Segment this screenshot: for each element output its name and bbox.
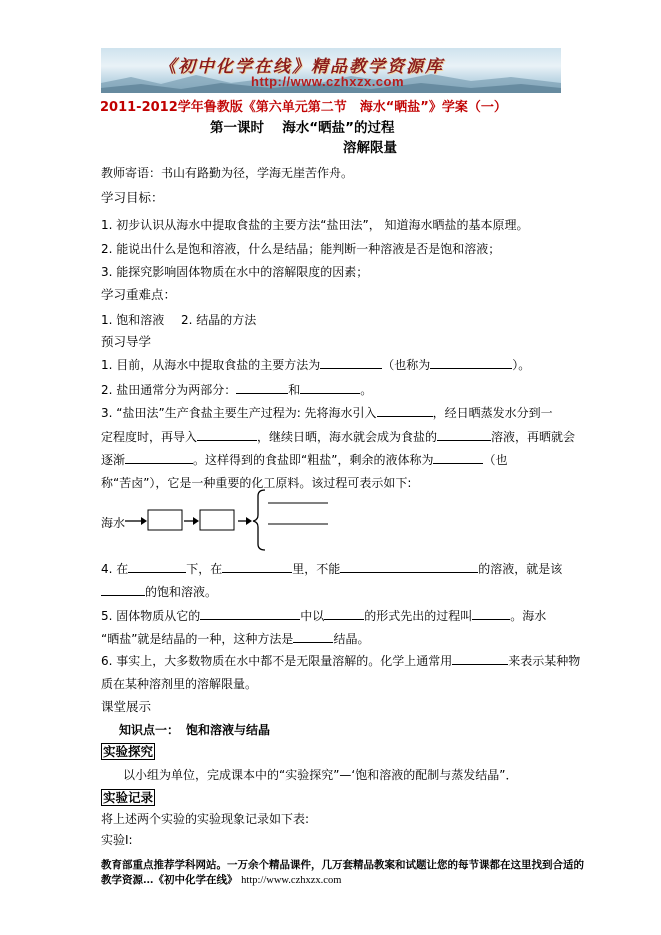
key-point-item: 1. 饱和溶液: [101, 313, 165, 327]
flow-start-label: 海水: [101, 516, 126, 530]
fill-blank[interactable]: [320, 356, 382, 369]
goal-item: 1. 初步认识从海水中提取食盐的主要方法“盐田法”， 知道海水晒盐的基本原理。: [101, 218, 529, 232]
experiment-record-label: 实验记录: [103, 790, 154, 805]
question-3-line-2: 定程度时，再导入 ，继续日晒，海水就会成为食盐的 溶液，再晒就会: [101, 430, 576, 444]
experiment-record-text: 将上述两个实验的实验现象记录如下表:: [101, 812, 310, 826]
fill-blank[interactable]: [236, 381, 288, 394]
teacher-motto: 教师寄语：书山有路勤为径，学海无崖苦作舟。: [101, 166, 354, 180]
arrow-icon: [238, 517, 252, 525]
question-4-line-2: 的饱和溶液。: [101, 583, 217, 600]
fill-blank[interactable]: [324, 607, 364, 620]
footer-url[interactable]: http://www.czhxzx.com: [241, 875, 342, 886]
header-banner: [101, 48, 561, 93]
goal-item: 3. 能探究影响固体物质在水中的溶解限度的因素；: [101, 265, 369, 279]
brace-icon: [253, 490, 265, 550]
arrow-icon: [125, 517, 147, 525]
question-3-line-3: 逐渐 。这样得到的食盐即“粗盐”，剩余的液体称为 （也: [101, 453, 508, 467]
fill-blank[interactable]: [222, 560, 292, 573]
fill-blank[interactable]: [125, 451, 193, 464]
fill-blank[interactable]: [430, 356, 512, 369]
knowledge-point-title: 饱和溶液与结晶: [186, 723, 271, 737]
fill-blank[interactable]: [452, 652, 508, 665]
arrow-icon: [184, 517, 199, 525]
question-3-line-1: 3. “盐田法”生产食盐主要生产过程为: 先将海水引入 ，经日晒蒸发水分到一: [101, 406, 553, 420]
classroom-heading: 课堂展示: [101, 699, 152, 714]
question-4-line-1: 4. 在 下，在 里，不能 的溶液，就是该: [101, 562, 563, 576]
banner-url[interactable]: http://www.czhxzx.com: [251, 74, 405, 89]
experiment-explore-label: 实验探究: [103, 744, 154, 759]
fill-blank[interactable]: [101, 583, 145, 596]
experiment-explore-text: 以小组为单位，完成课本中的“实验探究”—‘饱和溶液的配制与蒸发结晶”．: [123, 768, 518, 782]
footer-line-2: 教学资源…《初中化学在线》 http://www.czhxzx.com: [101, 874, 342, 886]
footer-line-1: 教育部重点推荐学科网站。一万余个精品课件，几万套精品教案和试题让您的每节课都在这里找到合适的: [101, 859, 584, 871]
goals-heading: 学习目标：: [101, 190, 164, 205]
preview-heading: 预习导学: [101, 334, 152, 349]
question-6-line-2: 质在某种溶剂里的溶解限量。: [101, 677, 258, 691]
banner-title: 《初中化学在线》精品教学资源库: [159, 57, 444, 77]
fill-blank[interactable]: [472, 607, 510, 620]
question-5-line-1: 5. 固体物质从它的 中以 的形式先出的过程叫 。海水: [101, 609, 547, 623]
goal-item: 2. 能说出什么是饱和溶液，什么是结晶；能判断一种溶液是否是饱和溶液；: [101, 242, 501, 256]
fill-blank[interactable]: [300, 381, 360, 394]
lesson-title: 第一课时 海水“晒盐”的过程: [210, 120, 395, 136]
document-title: 2011-2012学年鲁教版《第六单元第二节 海水“晒盐”》学案（一）: [100, 100, 507, 115]
salt-process-flow-diagram: [125, 488, 335, 552]
fill-blank[interactable]: [197, 428, 257, 441]
fill-blank[interactable]: [340, 560, 478, 573]
fill-blank[interactable]: [437, 428, 491, 441]
fill-blank[interactable]: [433, 451, 483, 464]
question-6-line-1: 6. 事实上，大多数物质在水中都不是无限量溶解的。化学上通常用 来表示某种物: [101, 654, 581, 668]
fill-blank[interactable]: [377, 404, 433, 417]
question-1: 1. 目前，从海水中提取食盐的主要方法为 （也称为 ）。: [101, 358, 531, 372]
fill-blank[interactable]: [128, 560, 186, 573]
fill-blank[interactable]: [293, 630, 333, 643]
fill-blank[interactable]: [200, 607, 300, 620]
question-3-line-4: 称“苦卤”），它是一种重要的化工原料。该过程可表示如下:: [101, 476, 412, 490]
lesson-subtitle: 溶解限量: [343, 140, 397, 156]
key-points-heading: 学习重难点：: [101, 287, 177, 302]
question-5-line-2: “晒盐”就是结晶的一种，这种方法是 结晶。: [101, 632, 370, 646]
key-point-item: 2. 结晶的方法: [181, 313, 257, 327]
knowledge-point-label: 知识点一：: [119, 723, 180, 737]
flow-blank-box-2: [200, 510, 234, 530]
flow-blank-box-1: [148, 510, 182, 530]
question-2: 2. 盐田通常分为两部分： 和 。: [101, 383, 373, 397]
experiment-1-label: 实验Ⅰ:: [101, 833, 133, 847]
